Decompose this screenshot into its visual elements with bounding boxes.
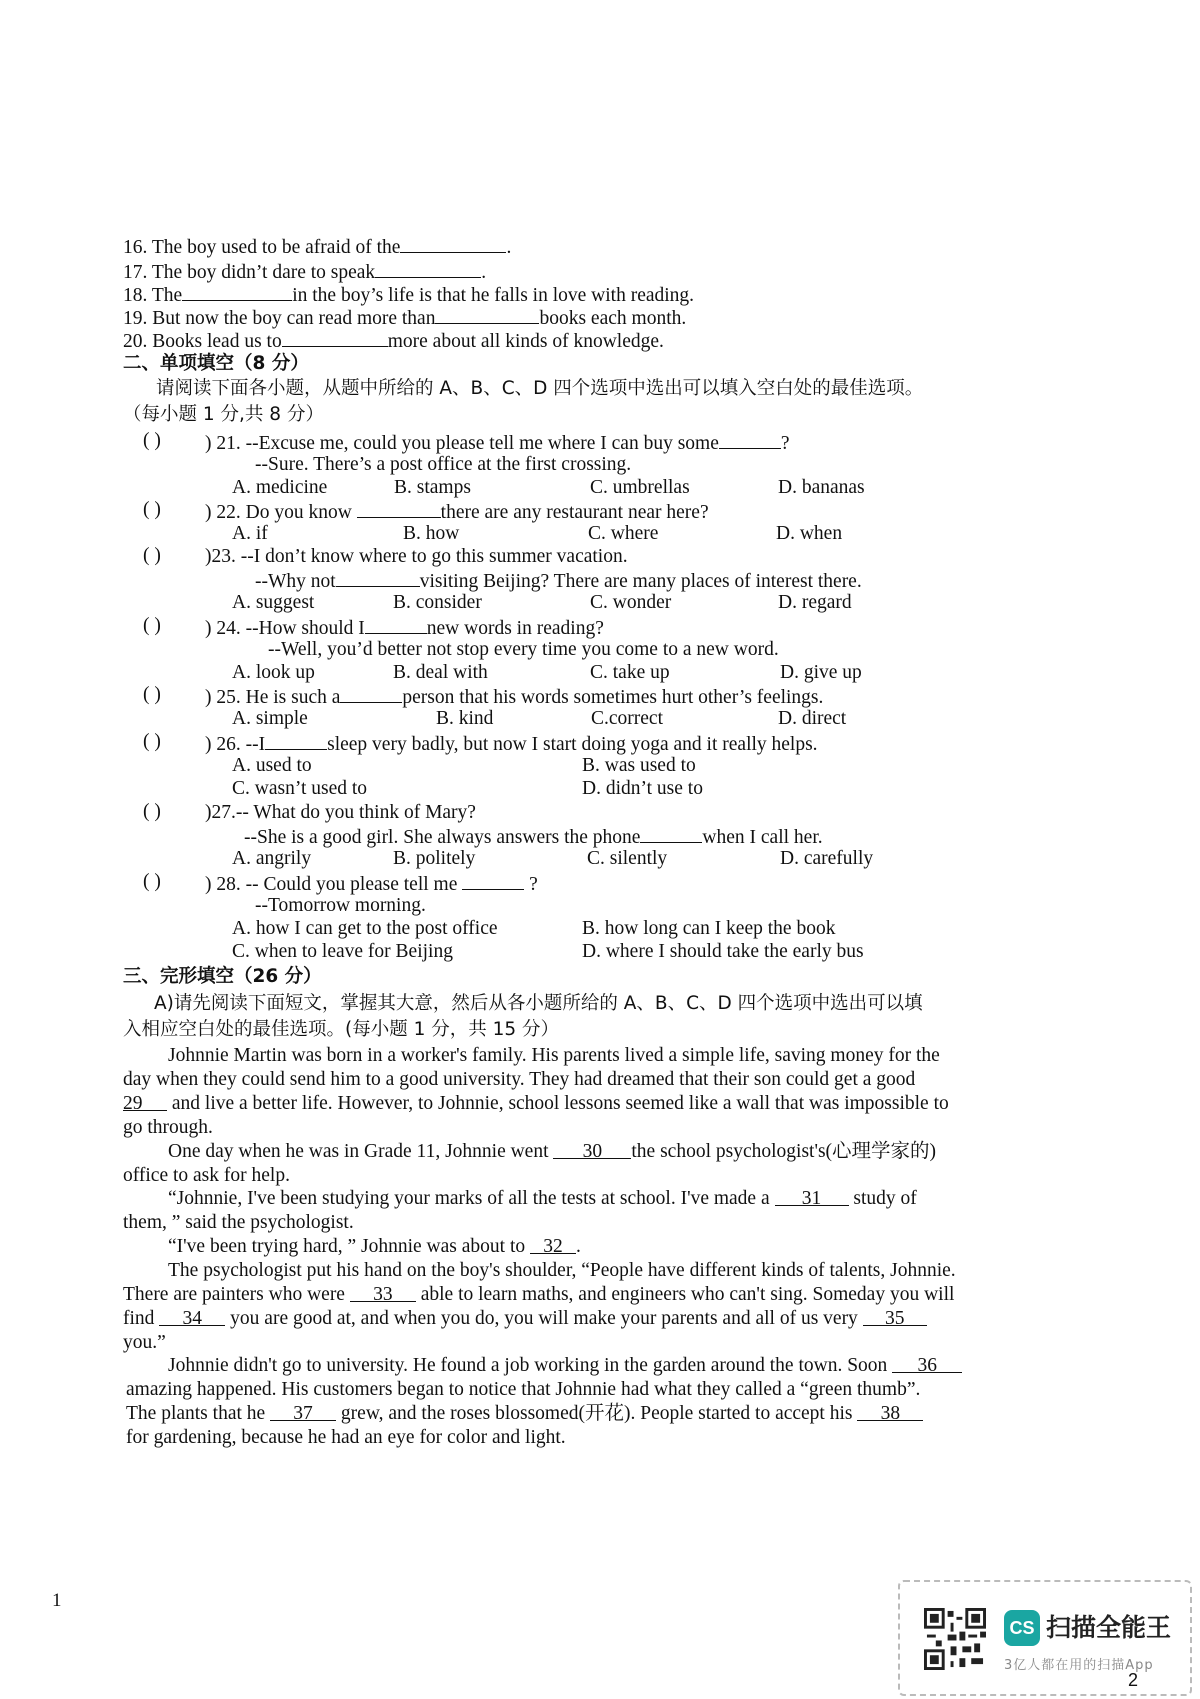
passage-line: them, ” said the psychologist. [123, 1212, 354, 1233]
option-c[interactable]: C. silently [587, 848, 668, 869]
answer-blank[interactable] [640, 824, 702, 843]
option-c[interactable]: C. wonder [590, 592, 672, 613]
passage-line: office to ask for help. [123, 1165, 290, 1186]
blank-35[interactable]: 35 [863, 1307, 927, 1326]
option-b[interactable]: B. how long can I keep the book [582, 918, 836, 939]
passage-line: “Johnnie, I've been studying your marks of all the tests at school. I've made a 31 study of [168, 1188, 917, 1209]
blank-34[interactable]: 34 [159, 1307, 225, 1326]
option-d[interactable]: D. bananas [778, 477, 865, 498]
blank-29[interactable]: 29 [123, 1092, 167, 1111]
question-28-stem: ) 28. -- Could you please tell me ? [205, 871, 538, 897]
passage-line: find 34 you are good at, and when you do, you will make your parents and all of us very 35 [123, 1307, 927, 1331]
option-b[interactable]: B. stamps [394, 477, 471, 498]
question-21-stem: ) 21. --Excuse me, could you please tell me where I can buy some ? [205, 430, 790, 456]
question-24-reply: --Well, you’d better not stop every time you come to a new word. [268, 639, 779, 660]
question-17: 17. The boy didn’t dare to speak . [123, 259, 486, 285]
blank-38[interactable]: 38 [857, 1402, 923, 1421]
passage-line: There are painters who were 33 able to learn maths, and engineers who can't sing. Someday you will [123, 1284, 955, 1305]
option-c[interactable]: C. when to leave for Beijing [232, 941, 453, 962]
question-24-stem: ) 24. --How should I new words in reading? [205, 615, 604, 641]
option-a[interactable]: A. how I can get to the post office [232, 918, 498, 939]
section2-instruction-2: （每小题 1 分,共 8 分） [123, 404, 324, 425]
option-b[interactable]: B. consider [393, 592, 482, 613]
option-c[interactable]: C.correct [591, 708, 664, 729]
option-d[interactable]: D. regard [778, 592, 852, 613]
option-c[interactable]: C. take up [590, 662, 670, 683]
passage-line: Johnnie Martin was born in a worker's family. His parents lived a simple life, saving money for the [168, 1045, 940, 1066]
question-22-stem: ) 22. Do you know there are any restaurant near here? [205, 499, 709, 525]
answer-paren[interactable]: ( ) [143, 731, 161, 752]
scanner-watermark [898, 1580, 1192, 1696]
passage-line: for gardening, because he had an eye for color and light. [126, 1427, 566, 1448]
section3-instruction-2: 入相应空白处的最佳选项。(每小题 1 分，共 15 分） [123, 1019, 560, 1040]
question-18: 18. The in the boy’s life is that he falls in love with reading. [123, 282, 694, 308]
option-a[interactable]: A. look up [232, 662, 315, 683]
option-d[interactable]: D. direct [778, 708, 847, 729]
option-a[interactable]: A. simple [232, 708, 308, 729]
blank-30[interactable]: 30 [553, 1140, 631, 1159]
scanner-app-name: 扫描全能王 [1046, 1613, 1172, 1642]
option-a[interactable]: A. medicine [232, 477, 328, 498]
answer-paren[interactable]: ( ) [143, 615, 161, 636]
question-16: 16. The boy used to be afraid of the . [123, 234, 511, 260]
section3-heading: 三、完形填空（26 分） [123, 966, 322, 987]
section2-heading: 二、单项填空（8 分） [123, 353, 309, 374]
option-d[interactable]: D. where I should take the early bus [582, 941, 864, 962]
option-c[interactable]: C. where [588, 523, 659, 544]
section3-instruction: A)请先阅读下面短文，掌握其大意，然后从各小题所给的 A、B、C、D 四个选项中选出可以填 [154, 993, 923, 1014]
answer-blank[interactable] [719, 430, 781, 449]
answer-paren[interactable]: ( ) [143, 499, 161, 520]
question-21-reply: --Sure. There’s a post office at the first crossing. [255, 454, 632, 475]
answer-paren[interactable]: ( ) [143, 430, 161, 451]
blank-32[interactable]: 32 [530, 1235, 576, 1254]
question-20: 20. Books lead us to more about all kinds of knowledge. [123, 328, 664, 354]
option-d[interactable]: D. didn’t use to [582, 778, 703, 799]
question-25-stem: ) 25. He is such a person that his words sometimes hurt other’s feelings. [205, 684, 823, 710]
answer-blank[interactable] [400, 234, 506, 253]
passage-line: One day when he was in Grade 11, Johnnie went 30 the school psychologist's(心理学家的) [168, 1141, 937, 1162]
option-d[interactable]: D. carefully [780, 848, 874, 869]
answer-paren[interactable]: ( ) [143, 871, 161, 892]
scanner-tagline: 3亿人都在用的扫描App [1004, 1658, 1154, 1673]
question-23-reply: --Why not visiting Beijing? There are many places of interest there. [255, 568, 862, 594]
option-a[interactable]: A. suggest [232, 592, 315, 613]
passage-line: go through. [123, 1117, 213, 1138]
answer-blank[interactable] [340, 684, 402, 703]
option-b[interactable]: B. kind [436, 708, 494, 729]
passage-line: The psychologist put his hand on the boy's shoulder, “People have different kinds of talents, Johnnie. [168, 1260, 956, 1281]
passage-line: 29 and live a better life. However, to Johnnie, school lessons seemed like a wall that was impossible to [123, 1093, 949, 1114]
blank-37[interactable]: 37 [270, 1402, 336, 1421]
answer-paren[interactable]: ( ) [143, 801, 161, 822]
question-28-reply: --Tomorrow morning. [255, 895, 426, 916]
question-26-stem: ) 26. --I sleep very badly, but now I start doing yoga and it really helps. [205, 731, 818, 757]
passage-line: you.” [123, 1332, 166, 1353]
passage-line: “I've been trying hard, ” Johnnie was about to 32 . [168, 1236, 581, 1257]
section2-instruction: 请阅读下面各小题，从题中所给的 A、B、C、D 四个选项中选出可以填入空白处的最佳选项。 [156, 378, 924, 399]
option-c[interactable]: C. umbrellas [590, 477, 690, 498]
passage-line: amazing happened. His customers began to notice that Johnnie had what they called a “green thumb”. [126, 1379, 921, 1400]
option-c[interactable]: C. wasn’t used to [232, 778, 368, 799]
answer-blank[interactable] [182, 282, 292, 301]
blank-33[interactable]: 33 [350, 1283, 416, 1302]
question-27-reply: --She is a good girl. She always answers the phone when I call her. [244, 824, 823, 850]
blank-31[interactable]: 31 [775, 1187, 849, 1206]
passage-line: The plants that he 37 grew, and the roses blossomed(开花). People started to accept his 38 [126, 1402, 923, 1426]
option-b[interactable]: B. deal with [393, 662, 488, 683]
question-27-stem: )27.-- What do you think of Mary? [205, 802, 476, 823]
answer-blank[interactable] [435, 305, 539, 324]
answer-blank[interactable] [375, 259, 481, 278]
option-a[interactable]: A. angrily [232, 848, 312, 869]
passage-line: Johnnie didn't go to university. He found a job working in the garden around the town. Soon 36 [168, 1354, 962, 1378]
passage-line: day when they could send him to a good university. They had dreamed that their son could get a good [123, 1069, 916, 1090]
answer-blank[interactable] [336, 568, 420, 587]
blank-36[interactable]: 36 [892, 1354, 962, 1373]
option-a[interactable]: A. if [232, 523, 268, 544]
option-b[interactable]: B. was used to [582, 755, 696, 776]
option-b[interactable]: B. politely [393, 848, 476, 869]
option-a[interactable]: A. used to [232, 755, 312, 776]
answer-blank[interactable] [282, 328, 388, 347]
question-19: 19. But now the boy can read more than books each month. [123, 305, 686, 331]
answer-blank[interactable] [265, 731, 327, 750]
option-b[interactable]: B. how [403, 523, 460, 544]
answer-paren[interactable]: ( ) [143, 545, 161, 566]
answer-paren[interactable]: ( ) [143, 684, 161, 705]
answer-blank[interactable] [462, 871, 524, 890]
answer-blank[interactable] [365, 615, 427, 634]
option-d[interactable]: D. when [776, 523, 843, 544]
option-d[interactable]: D. give up [780, 662, 862, 683]
qr-code-icon [924, 1608, 986, 1670]
page-number: 1 [52, 1590, 62, 1611]
answer-blank[interactable] [357, 499, 441, 518]
corner-page-number: 2 [1128, 1670, 1139, 1690]
question-23-stem: )23. --I don’t know where to go this summer vacation. [205, 546, 628, 567]
camscanner-logo: CS [1004, 1610, 1040, 1646]
